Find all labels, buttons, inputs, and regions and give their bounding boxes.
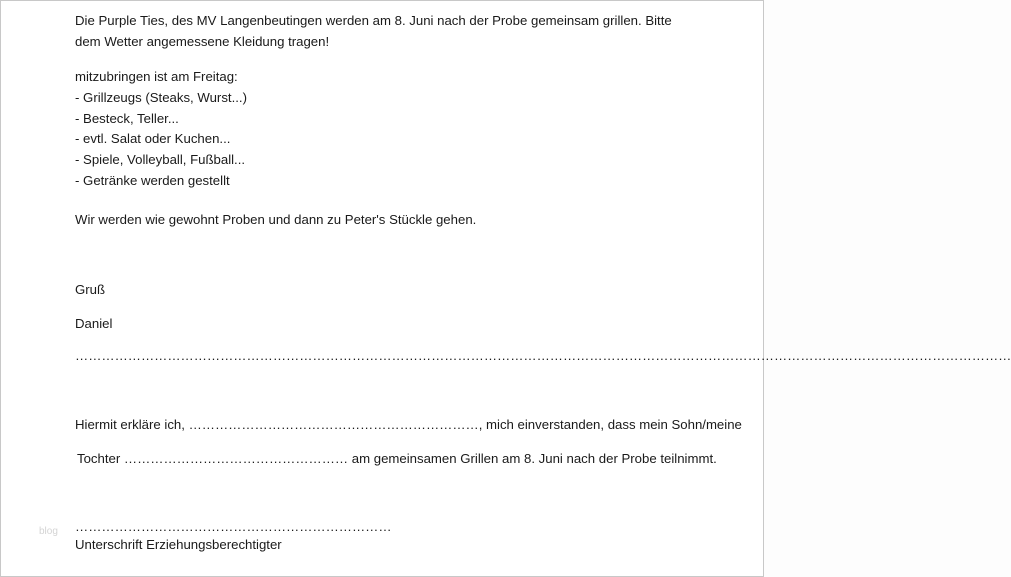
consent-line-2: Tochter …………………………………………… am gemeinsamen Grillen am 8. Juni nach der Probe teilnimmt.	[77, 451, 717, 466]
bring-heading: mitzubringen ist am Freitag:	[75, 69, 238, 84]
intro-line-1: Die Purple Ties, des MV Langenbeutingen werden am 8. Juni nach der Probe gemeinsam grillen. Bitte	[75, 13, 672, 28]
bring-item: - Besteck, Teller...	[75, 111, 179, 126]
bring-item: - evtl. Salat oder Kuchen...	[75, 131, 231, 146]
greeting: Gruß	[75, 282, 106, 297]
bring-item: - Getränke werden gestellt	[75, 173, 230, 188]
signature-name: Daniel	[75, 316, 113, 331]
plan-text: Wir werden wie gewohnt Proben und dann zu Peter's Stückle gehen.	[75, 212, 477, 227]
consent-line-1: Hiermit erkläre ich, …………………………………………………………, mich einverstanden, dass mein Sohn/meine	[75, 417, 742, 432]
cut-line: ……………………………………………………………………………………………………………………………………………………………………………………………	[75, 348, 1011, 363]
signature-line: ………………………………………………………………	[75, 519, 392, 534]
bring-item: - Spiele, Volleyball, Fußball...	[75, 152, 246, 167]
bring-item: - Grillzeugs (Steaks, Wurst...)	[75, 90, 247, 105]
intro-line-2: dem Wetter angemessene Kleidung tragen!	[75, 34, 330, 49]
watermark-text: blog	[39, 526, 58, 537]
signature-label: Unterschrift Erziehungsberechtigter	[75, 537, 282, 552]
